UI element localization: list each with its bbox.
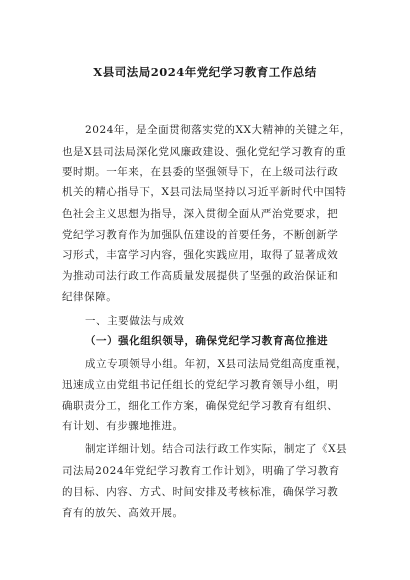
paragraph-line: 有计划、有步骤地推进。 bbox=[62, 420, 184, 432]
intro-line: 为推动司法行政工作高质量发展提供了坚强的政治保证和 bbox=[62, 270, 339, 282]
paragraph-line: 制定详细计划。结合司法行政工作实际，制定了《X县 bbox=[85, 443, 348, 455]
paragraph-line: 司法局2024年党纪学习教育工作计划》，明确了学习教育 bbox=[62, 465, 340, 477]
document-title: X县司法局2024年党纪学习教育工作总结 bbox=[93, 65, 317, 79]
paragraph-line: 确职责分工，细化工作方案，确保党纪学习教育有组织、 bbox=[62, 400, 339, 412]
intro-line: 纪律保障。 bbox=[62, 291, 118, 303]
intro-line: 习形式，丰富学习内容，强化实践应用，取得了显著成效 bbox=[62, 249, 339, 261]
intro-line: 色社会主义思想为指导，深入贯彻全面从严治党要求，把 bbox=[62, 208, 339, 220]
paragraph-line: 成立专项领导小组。年初，X县司法局党组高度重视， bbox=[85, 358, 348, 370]
intro-line: 2024年，是全面贯彻落实党的XX大精神的关键之年， bbox=[85, 124, 351, 136]
paragraph-line: 的目标、内容、方式、时间安排及考核标准，确保学习教 bbox=[62, 486, 339, 498]
paragraph-line: 迅速成立由党组书记任组长的党纪学习教育领导小组，明 bbox=[62, 379, 339, 391]
section-heading: 一、主要做法与成效 bbox=[85, 315, 185, 327]
intro-line: 党纪学习教育作为加强队伍建设的首要任务，不断创新学 bbox=[62, 229, 339, 241]
intro-line: 要时期。一年来，在县委的坚强领导下，在上级司法行政 bbox=[62, 166, 339, 178]
subsection-heading: （一）强化组织领导，确保党纪学习教育高位推进 bbox=[85, 335, 329, 347]
intro-line: 机关的精心指导下，X县司法局坚持以习近平新时代中国特 bbox=[62, 186, 347, 198]
paragraph-line: 育有的放矢、高效开展。 bbox=[62, 507, 184, 519]
intro-line: 也是X县司法局深化党风廉政建设、强化党纪学习教育的重 bbox=[62, 146, 347, 158]
